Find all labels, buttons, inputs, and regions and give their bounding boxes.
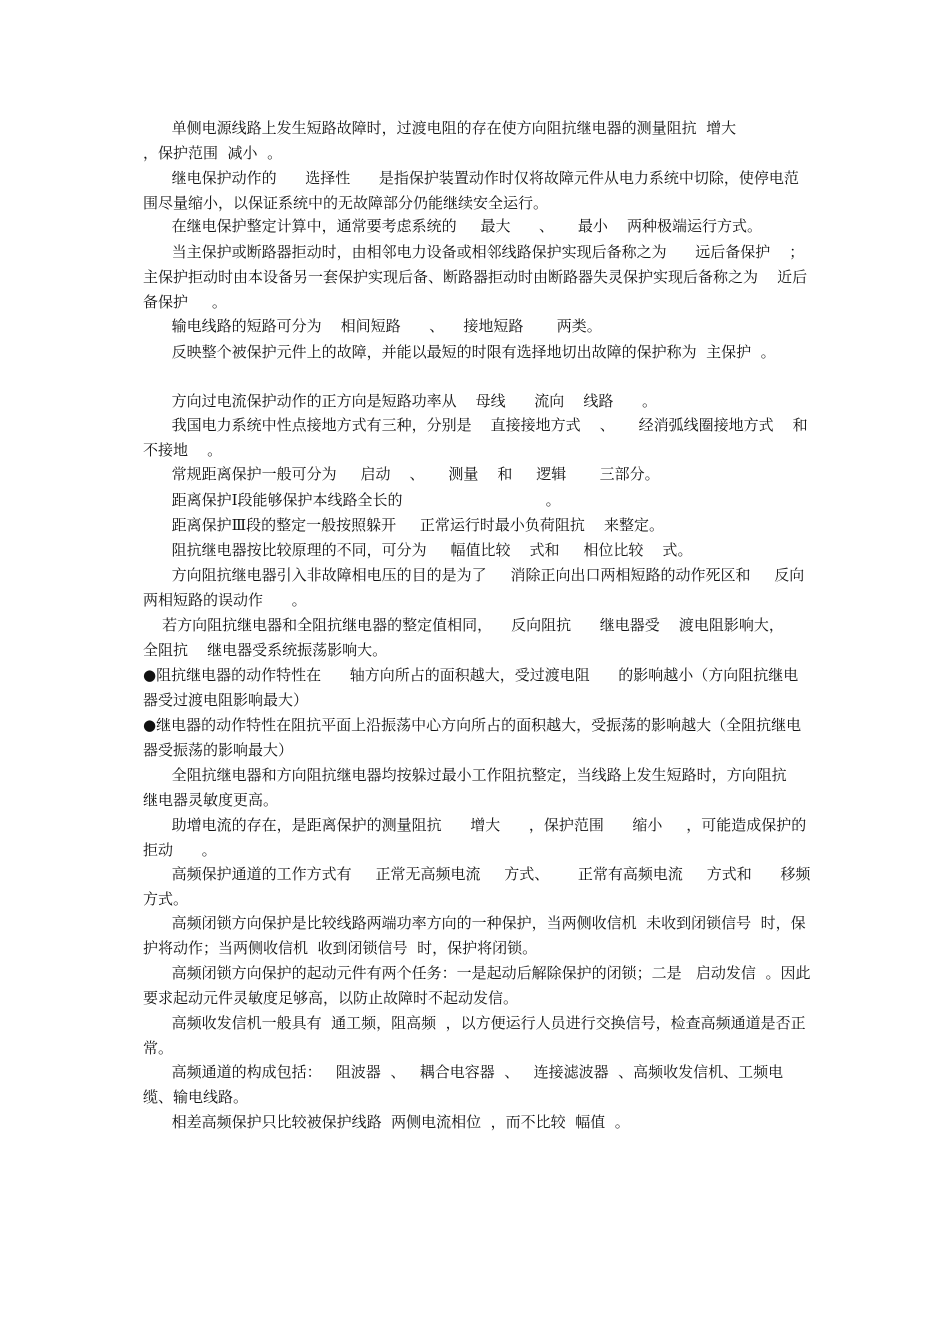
paragraph-19: 高频保护通道的工作方式有 正常无高频电流 方式、 正常有高频电流 方式和 移频 方式。 <box>143 865 830 908</box>
paragraph-15: ●阻抗继电器的动作特性在 轴方向所占的面积越大，受过渡电阻 的影响越小（方向阻抗继电器受过渡电阻影响最大） <box>143 666 799 709</box>
paragraph-18: 助增电流的存在，是距离保护的测量阻抗 增大 ，保护范围 缩小 ，可能造成保护的 拒动 。 <box>143 816 835 859</box>
paragraph-10: 距离保护Ⅰ段能够保护本线路全长的 。 <box>143 491 561 509</box>
paragraph-24: 相差高频保护只比较被保护线路 两侧电流相位 ，而不比较 幅值 。 <box>143 1113 630 1131</box>
paragraph-3: 在继电保护整定计算中，通常要考虑系统的 最大 、 最小 两种极端运行方式。 <box>143 217 762 235</box>
paragraph-4: 当主保护或断路器拒动时，由相邻电力设备或相邻线路保护实现后备称之为 远后备保护 ；主保护拒动时由本设备另一套保护实现后备、断路器拒动时由断路器失灵保护实现后备称之为 近后备保护 。 <box>143 243 808 311</box>
paragraph-23: 高频通道的构成包括： 阻波器 、 耦合电容器 、 连接滤波器 、高频收发信机、工频电缆、输电线路。 <box>143 1063 784 1106</box>
paragraph-6: 反映整个被保护元件上的故障，并能以最短的时限有选择地切出故障的保护称为 主保护 。 <box>143 343 776 361</box>
paragraph-20: 高频闭锁方向保护是比较线路两端功率方向的一种保护，当两侧收信机 未收到闭锁信号 时，保护将动作；当两侧收信机 收到闭锁信号 时，保护将闭锁。 <box>143 914 806 957</box>
paragraph-1: 单侧电源线路上发生短路故障时，过渡电阻的存在使方向阻抗继电器的测量阻抗 增大 ，保护范围 减小 。 <box>143 119 737 162</box>
paragraph-11: 距离保护Ⅲ段的整定一般按照躲开 正常运行时最小负荷阻抗 来整定。 <box>143 516 664 534</box>
paragraph-14: 若方向阻抗继电器和全阻抗继电器的整定值相同， 反向阻抗 继电器受 渡电阻影响大， 全阻抗 继电器受系统振荡影响大。 <box>143 616 813 659</box>
paragraph-12: 阻抗继电器按比较原理的不同，可分为 幅值比较 式和 相位比较 式。 <box>143 541 693 559</box>
paragraph-9: 常规距离保护一般可分为 启动 、 测量 和 逻辑 三部分。 <box>143 465 660 483</box>
paragraph-22: 高频收发信机一般具有 通工频，阻高频 ，以方便运行人员进行交换信号，检查高频通道是否正常。 <box>143 1014 806 1057</box>
paragraph-8: 我国电力系统中性点接地方式有三种，分别是 直接接地方式 、 经消弧线圈接地方式 和 不接地 。 <box>143 416 832 459</box>
paragraph-16: ●继电器的动作特性在阻抗平面上沿振荡中心方向所占的面积越大，受振荡的影响越大（全阻抗继电器受振荡的影响最大） <box>143 716 802 759</box>
paragraph-2: 继电保护动作的 选择性 是指保护装置动作时仅将故障元件从电力系统中切除，使停电范围尽量缩小，以保证系统中的无故障部分仍能继续安全运行。 <box>143 169 799 212</box>
paragraph-21: 高频闭锁方向保护的起动元件有两个任务：一是起动后解除保护的闭锁；二是 启动发信 。因此要求起动元件灵敏度足够高，以防止故障时不起动发信。 <box>143 964 811 1007</box>
paragraph-17: 全阻抗继电器和方向阻抗继电器均按躲过最小工作阻抗整定，当线路上发生短路时，方向阻抗 继电器灵敏度更高。 <box>143 766 806 809</box>
paragraph-13: 方向阻抗继电器引入非故障相电压的目的是为了 消除正向出口两相短路的动作死区和 反向两相短路的误动作 。 <box>143 566 805 609</box>
paragraph-5: 输电线路的短路可分为 相间短路 、 接地短路 两类。 <box>143 317 602 335</box>
paragraph-7: 方向过电流保护动作的正方向是短路功率从 母线 流向 线路 。 <box>143 392 657 410</box>
